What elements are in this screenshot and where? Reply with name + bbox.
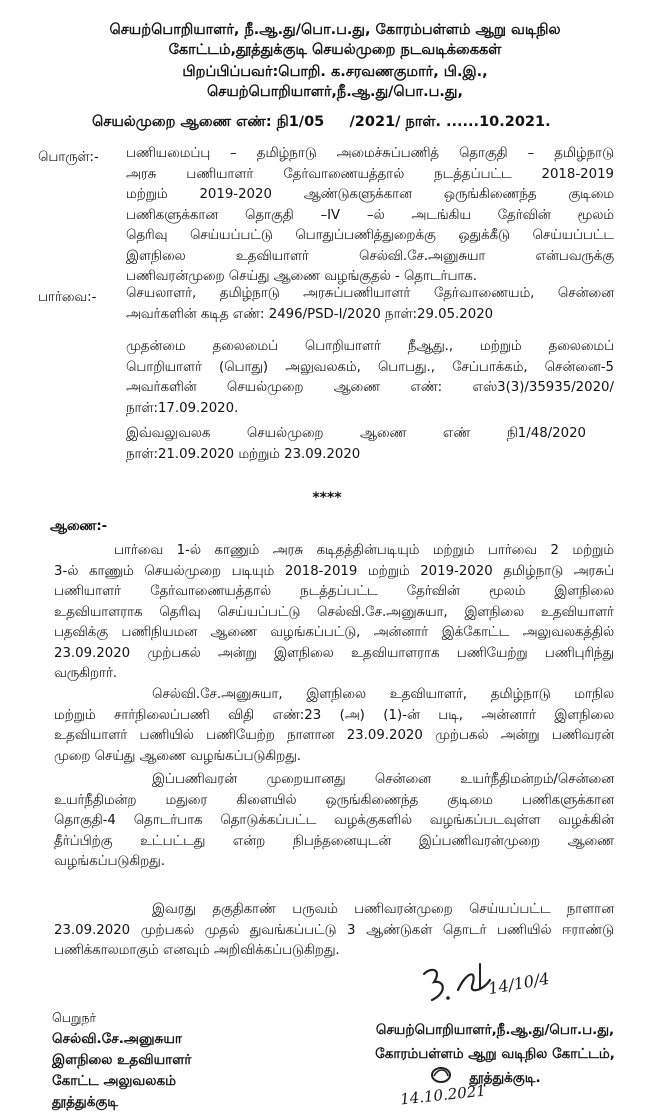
reference-line: இவ்வலுவலக செயல்முறை ஆணை எண் நி1/48/2020 (126, 426, 586, 441)
subject-line: அரசு பணியாளர் தேர்வாணையத்தால் நடத்தப்பட்ட 2018-2019 (126, 166, 614, 182)
recipient-block (52, 1029, 191, 1113)
reference-line: அவர்களின் கடித எண்: 2496/PSD-I/2020 நாள்:29.05.2020 (126, 306, 494, 322)
header-line-2: கோட்டம்,தூத்துக்குடி செயல்முறை நடவடிக்கைகள் (168, 42, 502, 58)
paragraph-line: 3-ல் காணும் செயல்முறை படியும் 2018-2019 மற்றும் 2019-2020 தமிழ்நாடு அரசுப் (54, 563, 614, 579)
reference-line: பொறியாளர் (பொது) அலுவலகம், பொபது., சேப்பாக்கம், சென்னை-5 (126, 359, 614, 375)
recipient-name: செல்வி.சே.அனுசுயா (52, 1031, 182, 1047)
paragraph-line: இவரது தகுதிகாண் பருவம் பணிவரன்முறை செய்யப்பட்ட நாளான (152, 902, 614, 917)
signatory-division: கோரம்பள்ளம் ஆறு வடிநில கோட்டம், (375, 1046, 615, 1062)
subject-block (126, 144, 614, 288)
paragraph-line: வருகிறார். (54, 666, 118, 681)
subject-line: பணிகளுக்கான தொகுதி –IV –ல் அடங்கிய தேர்வின் மூலம் (126, 207, 614, 223)
reference-line: அவர்களின் செயல்முறை ஆணை எண்: எஸ்3(3)/35935/2020/ (126, 380, 614, 395)
reference-2 (126, 337, 614, 419)
paragraph-line: 23.09.2020 முற்பகல் அன்று இளநிலை உதவியாளராக பணியேற்று பணிபுரிந்து (54, 645, 614, 661)
recipient-office: கோட்ட அலுவலகம் (52, 1073, 176, 1089)
paragraph-line: உதவியாளராக தெரிவு செய்யப்பட்டு செல்வி.சே.அனுசுயா, இளநிலை உதவியாளர் (54, 604, 614, 620)
subject-line: இளநிலை உதவியாளர் செல்வி.சே.அனுசுயா என்பவருக்கு (126, 248, 614, 264)
paragraph-line: இப்பணிவரன் முறையானது சென்னை உயர்நீதிமன்றம்/சென்னை (152, 772, 614, 787)
paragraph-line: முறை செய்து ஆணை வழங்கப்படுகிறது. (54, 748, 301, 764)
paragraph-line: வழங்கப்படுகிறது. (54, 854, 165, 869)
order-paragraph-2 (54, 685, 614, 767)
header-issuer: பிறப்பிப்பவர்:பொறி. க.சரவணகுமார், பி.இ., (182, 64, 488, 80)
signatory-place: தூத்துக்குடி. (469, 1070, 541, 1086)
separator: **** (312, 490, 342, 506)
subject-line: பணிவரன்முறை செய்து ஆணை வழங்குதல் - தொடர்பாக. (126, 269, 478, 284)
subject-line: பணியமைப்பு – தமிழ்நாடு அமைச்சுப்பணித் தொகுதி – தமிழ்நாடு (126, 146, 614, 161)
order-label: ஆணை:- (50, 519, 108, 534)
order-number: செயல்முறை ஆணை எண்: நி1/05 /2021/ நாள். ......10.2021. (92, 114, 551, 130)
order-paragraph-3 (54, 770, 614, 873)
subject-line: தெரிவு செய்யப்பட்டு பொதுப்பணித்துறைக்கு ஒதுக்கீடு செய்யப்பட்ட (126, 228, 614, 243)
paragraph-line: பணியாளர் தேர்வாணையத்தால் நடத்தப்பட்ட தேர்வின் மூலம் இளநிலை (54, 584, 614, 599)
paragraph-line: தொகுதி-4 தொடர்பாக தொடுக்கப்பட்ட வழக்குகளில் வழங்கப்படவுள்ள வழக்கின் (54, 813, 614, 828)
paragraph-line: தீர்ப்பிற்கு உட்பட்டது என்ற நிபந்தனையுடன் இப்பணிவரன்முறை ஆணை (54, 833, 614, 849)
recipient-designation: இளநிலை உதவியாளர் (52, 1052, 192, 1068)
order-paragraph-1 (54, 541, 614, 685)
paragraph-line: உயர்நீதிமன்ற மதுரை கிளையில் ஒருங்கிணைந்த குடிமை பணிகளுக்கான (54, 792, 614, 808)
reference-3 (126, 424, 586, 465)
paragraph-line: உதவியாளர் பணியில் பணியேற்ற நாளான 23.09.2020 முற்பகல் அன்று பணிவரன் (54, 728, 614, 743)
header-issuer-designation: செயற்பொறியாளர்,நீ.ஆ.து/பொ.ப.து, (207, 84, 463, 100)
marginal-date: 14.10.2021 (399, 1081, 487, 1109)
paragraph-line: 23.09.2020 முற்பகல் முதல் துவங்கப்பட்டு 3 ஆண்டுகள் தொடர் பணியில் ஈராண்டு (54, 922, 614, 938)
reference-line: முதன்மை தலைமைப் பொறியாளர் நீஆது., மற்றும் தலைமைப் (126, 339, 614, 354)
paragraph-line: மற்றும் சார்நிலைப்பணி விதி எண்:23 (அ) (1)-ன் படி, அன்னார் இளநிலை (54, 707, 614, 723)
subject-line: மற்றும் 2019-2020 ஆண்டுகளுக்கான ஒருங்கிணைந்த குடிமை (126, 187, 614, 202)
paragraph-line: பணிக்காலமாகும் எனவும் அறிவிக்கப்படுகிறது. (54, 943, 340, 958)
paragraph-line: பதவிக்கு பணிநியமன ஆணை வழங்கப்பட்டு, அன்னார் இக்கோட்ட அலுவலகத்தில் (54, 625, 614, 640)
reference-1 (126, 284, 614, 325)
recipient-label: பெறுநர் (52, 1010, 97, 1025)
order-paragraph-4 (54, 900, 614, 962)
initial-mark (428, 1064, 456, 1086)
paragraph-line: செல்வி.சே.அனுசுயா, இளநிலை உதவியாளர், தமிழ்நாடு மாநில (152, 687, 614, 702)
reference-line: நாள்:21.09.2020 மற்றும் 23.09.2020 (126, 446, 361, 462)
paragraph-line: பார்வை 1-ல் காணும் அரசு கடிதத்தின்படியும் மற்றும் பார்வை 2 மற்றும் (114, 543, 614, 558)
reference-line: செயலாளர், தமிழ்நாடு அரசுப்பணியாளர் தேர்வாணையம், சென்னை (126, 286, 614, 301)
references-label: பார்வை:- (38, 290, 97, 305)
recipient-place: தூத்துக்குடி (52, 1094, 119, 1110)
header-line-1: செயற்பொறியாளர், நீ.ஆ.து/பொ.ப.து, கோரம்பள்ளம் ஆறு வடிநில (109, 22, 561, 38)
signature-date: 14/10/4 (486, 968, 551, 999)
subject-label: பொருள்:- (38, 150, 99, 165)
signatory-designation: செயற்பொறியாளர்,நீ.ஆ.து/பொ.ப.து, (375, 1022, 615, 1038)
signatory-block (350, 1018, 640, 1090)
reference-line: நாள்:17.09.2020. (126, 400, 239, 416)
